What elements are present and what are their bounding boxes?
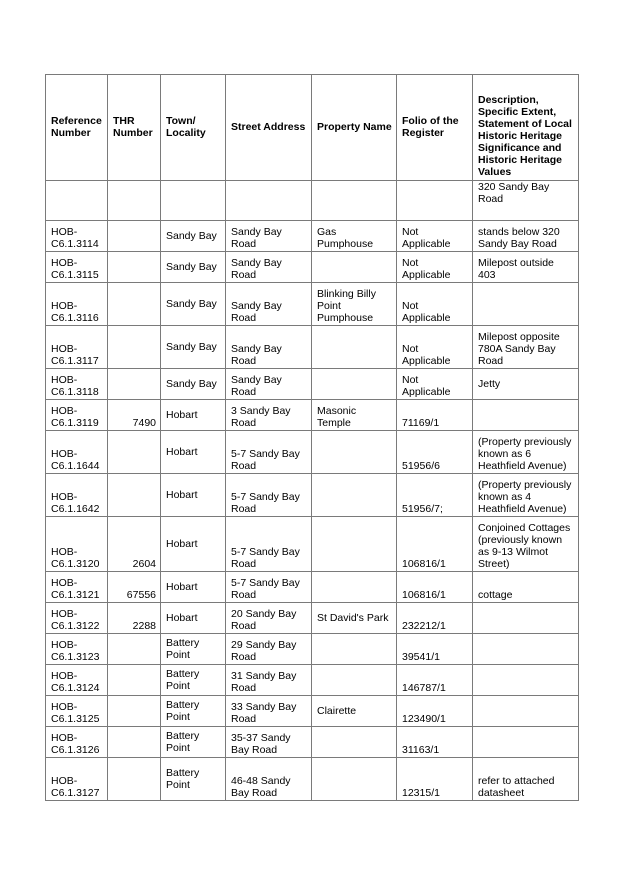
cell-property-name [312, 758, 397, 801]
cell-folio: 106816/1 [397, 572, 473, 603]
header-property-name: Property Name [312, 75, 397, 181]
cell-thr-number: 67556 [108, 572, 161, 603]
table-row [46, 634, 579, 665]
cell-town-locality: Battery Point [161, 696, 226, 727]
cell-street-address: 46-48 Sandy Bay Road [226, 758, 312, 801]
cell-description: stands below 320 Sandy Bay Road [473, 221, 579, 252]
table-row [46, 369, 579, 400]
cell-empty [161, 181, 226, 221]
cell-description: (Property previously known as 4 Heathfield Avenue) [473, 474, 579, 517]
cell-town-locality: Battery Point [161, 727, 226, 758]
cell-thr-number [108, 369, 161, 400]
cell-reference-number: HOB-C6.1.1644 [46, 431, 108, 474]
cell-town-locality: Sandy Bay [161, 252, 226, 283]
cell-folio: 51956/6 [397, 431, 473, 474]
cell-town-locality: Hobart [161, 517, 226, 572]
cell-thr-number [108, 758, 161, 801]
cell-property-name [312, 634, 397, 665]
cell-folio: 123490/1 [397, 696, 473, 727]
cell-property-name: Gas Pumphouse [312, 221, 397, 252]
cell-folio: 12315/1 [397, 758, 473, 801]
table-row [46, 400, 579, 431]
cell-property-name [312, 727, 397, 758]
cell-folio: 31163/1 [397, 727, 473, 758]
cell-street-address: 35-37 Sandy Bay Road [226, 727, 312, 758]
cell-description: refer to attached datasheet [473, 758, 579, 801]
cell-town-locality: Sandy Bay [161, 326, 226, 369]
cell-folio: 106816/1 [397, 517, 473, 572]
cell-thr-number [108, 283, 161, 326]
heritage-register-table [45, 74, 579, 801]
cell-town-locality: Hobart [161, 603, 226, 634]
cell-reference-number: HOB-C6.1.3122 [46, 603, 108, 634]
cell-property-name: St David's Park [312, 603, 397, 634]
cell-street-address: 31 Sandy Bay Road [226, 665, 312, 696]
header-street-address: Street Address [226, 75, 312, 181]
cell-thr-number [108, 252, 161, 283]
cell-street-address: 5-7 Sandy Bay Road [226, 572, 312, 603]
cell-empty [46, 181, 108, 221]
cell-folio: 51956/7; [397, 474, 473, 517]
cell-reference-number: HOB-C6.1.3115 [46, 252, 108, 283]
header-folio: Folio of the Register [397, 75, 473, 181]
table-row [46, 431, 579, 474]
cell-street-address: 20 Sandy Bay Road [226, 603, 312, 634]
cell-street-address: Sandy Bay Road [226, 221, 312, 252]
cell-thr-number [108, 326, 161, 369]
cell-folio: 146787/1 [397, 665, 473, 696]
header-town-locality: Town/ Locality [161, 75, 226, 181]
cell-folio: Not Applicable [397, 221, 473, 252]
table-row [46, 696, 579, 727]
cell-thr-number [108, 431, 161, 474]
table-row [46, 517, 579, 572]
table-row [46, 326, 579, 369]
cell-folio: Not Applicable [397, 283, 473, 326]
table-row [46, 283, 579, 326]
cell-reference-number: HOB-C6.1.1642 [46, 474, 108, 517]
cell-property-name [312, 369, 397, 400]
cell-reference-number: HOB-C6.1.3124 [46, 665, 108, 696]
continuation-row [46, 181, 579, 221]
cell-description [473, 696, 579, 727]
cell-description: Conjoined Cottages (previously known as 9-13 Wilmot Street) [473, 517, 579, 572]
cell-empty [226, 181, 312, 221]
cell-folio: 71169/1 [397, 400, 473, 431]
cell-folio: 232212/1 [397, 603, 473, 634]
cell-reference-number: HOB-C6.1.3123 [46, 634, 108, 665]
cell-thr-number: 7490 [108, 400, 161, 431]
cell-street-address: 29 Sandy Bay Road [226, 634, 312, 665]
table-row [46, 665, 579, 696]
cell-thr-number [108, 665, 161, 696]
cell-town-locality: Hobart [161, 400, 226, 431]
cell-town-locality: Battery Point [161, 634, 226, 665]
cell-description: Milepost outside 403 [473, 252, 579, 283]
cell-street-address: Sandy Bay Road [226, 369, 312, 400]
cell-folio: Not Applicable [397, 252, 473, 283]
cell-street-address: Sandy Bay Road [226, 326, 312, 369]
table-row [46, 572, 579, 603]
cell-folio: Not Applicable [397, 369, 473, 400]
cell-reference-number: HOB-C6.1.3118 [46, 369, 108, 400]
cell-reference-number: HOB-C6.1.3125 [46, 696, 108, 727]
table-row [46, 727, 579, 758]
cell-reference-number: HOB-C6.1.3120 [46, 517, 108, 572]
cell-property-name: Masonic Temple [312, 400, 397, 431]
cell-town-locality: Sandy Bay [161, 369, 226, 400]
header-thr-number: THR Number [108, 75, 161, 181]
cell-description [473, 400, 579, 431]
continuation-description: 320 Sandy Bay Road [473, 181, 579, 221]
cell-folio: Not Applicable [397, 326, 473, 369]
cell-empty [312, 181, 397, 221]
header-reference-number: Reference Number [46, 75, 108, 181]
cell-thr-number [108, 696, 161, 727]
cell-folio: 39541/1 [397, 634, 473, 665]
cell-street-address: 33 Sandy Bay Road [226, 696, 312, 727]
cell-description [473, 634, 579, 665]
cell-thr-number [108, 727, 161, 758]
table-row [46, 603, 579, 634]
cell-thr-number [108, 634, 161, 665]
cell-property-name [312, 665, 397, 696]
cell-property-name [312, 572, 397, 603]
cell-town-locality: Hobart [161, 572, 226, 603]
cell-property-name [312, 252, 397, 283]
cell-town-locality: Hobart [161, 474, 226, 517]
cell-description: (Property previously known as 6 Heathfield Avenue) [473, 431, 579, 474]
cell-property-name [312, 431, 397, 474]
cell-reference-number: HOB-C6.1.3119 [46, 400, 108, 431]
cell-street-address: 5-7 Sandy Bay Road [226, 431, 312, 474]
cell-description [473, 665, 579, 696]
header-description: Description, Specific Extent, Statement of Local Historic Heritage Significance and Historic Heritage Values [473, 75, 579, 181]
cell-street-address: 5-7 Sandy Bay Road [226, 474, 312, 517]
cell-street-address: Sandy Bay Road [226, 283, 312, 326]
table-row [46, 758, 579, 801]
cell-town-locality: Battery Point [161, 665, 226, 696]
cell-reference-number: HOB-C6.1.3121 [46, 572, 108, 603]
cell-property-name [312, 474, 397, 517]
cell-thr-number [108, 474, 161, 517]
cell-street-address: 3 Sandy Bay Road [226, 400, 312, 431]
cell-thr-number: 2604 [108, 517, 161, 572]
cell-description [473, 283, 579, 326]
cell-street-address: Sandy Bay Road [226, 252, 312, 283]
cell-town-locality: Sandy Bay [161, 283, 226, 326]
cell-property-name [312, 517, 397, 572]
cell-empty [108, 181, 161, 221]
cell-property-name: Clairette [312, 696, 397, 727]
cell-town-locality: Battery Point [161, 758, 226, 801]
cell-street-address: 5-7 Sandy Bay Road [226, 517, 312, 572]
cell-property-name [312, 326, 397, 369]
cell-thr-number [108, 221, 161, 252]
cell-thr-number: 2288 [108, 603, 161, 634]
cell-description: Jetty [473, 369, 579, 400]
cell-empty [397, 181, 473, 221]
cell-description [473, 727, 579, 758]
cell-description [473, 603, 579, 634]
table-row [46, 252, 579, 283]
cell-reference-number: HOB-C6.1.3116 [46, 283, 108, 326]
table-row [46, 221, 579, 252]
cell-property-name: Blinking Billy Point Pumphouse [312, 283, 397, 326]
cell-town-locality: Sandy Bay [161, 221, 226, 252]
header-row [46, 75, 579, 181]
cell-reference-number: HOB-C6.1.3114 [46, 221, 108, 252]
cell-reference-number: HOB-C6.1.3127 [46, 758, 108, 801]
cell-reference-number: HOB-C6.1.3117 [46, 326, 108, 369]
cell-description: cottage [473, 572, 579, 603]
table-row [46, 474, 579, 517]
cell-description: Milepost opposite 780A Sandy Bay Road [473, 326, 579, 369]
cell-town-locality: Hobart [161, 431, 226, 474]
cell-reference-number: HOB-C6.1.3126 [46, 727, 108, 758]
